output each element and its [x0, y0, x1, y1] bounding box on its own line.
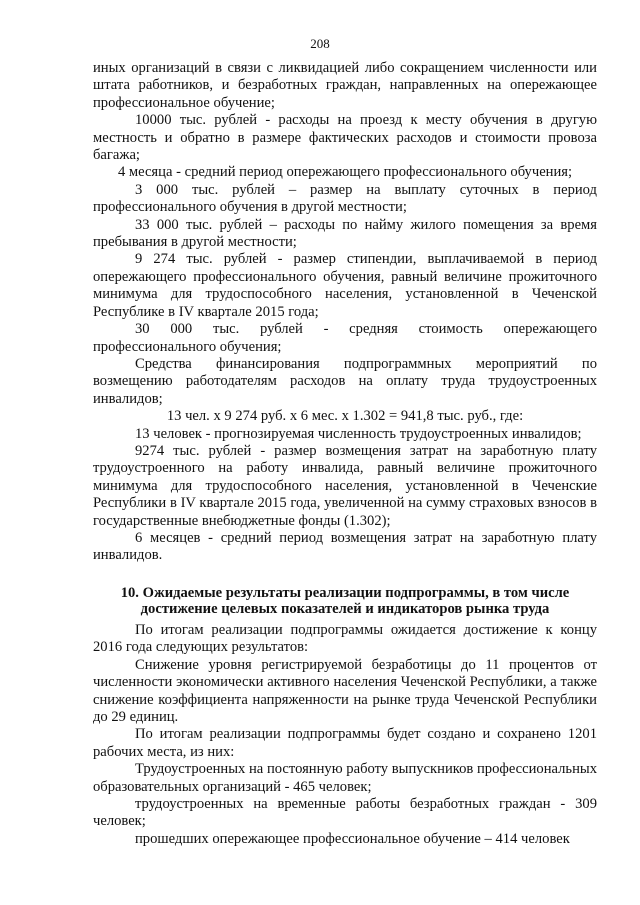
paragraph: 9274 тыс. рублей - размер возмещения затрат на заработную плату трудоустроенного на работу инвалида, равный величине прожиточного минимума для трудоспособного населения, установленной в Чеченские Республики в IV квартале 2015 года, увеличенной на сумму страховых взносов в государственные внебюджетные фонды (1.302);: [93, 442, 597, 529]
paragraph: 13 человек - прогнозируемая численность трудоустроенных инвалидов;: [135, 425, 582, 442]
paragraph: Трудоустроенных на постоянную работу выпускников профессиональных образовательных организаций - 465 человек;: [93, 761, 597, 795]
paragraph: Средства финансирования подпрограммных мероприятий по возмещению работодателям расходов на оплату труда трудоустроенных инвалидов;: [93, 355, 597, 407]
page-number: 208: [310, 36, 330, 51]
paragraph: 10000 тыс. рублей - расходы на проезд к месту обучения в другую местность и обратно в размере фактических расходов и стоимости провоза багажа;: [93, 112, 597, 164]
paragraph: 9 274 тыс. рублей - размер стипендии, выплачиваемой в период опережающего профессионального обучения, равный величине прожиточного минимума для трудоспособного населения, установленной в Чеченской Республике в IV квартале 2015 года;: [93, 251, 597, 320]
section-heading: 10. Ожидаемые результаты реализации подпрограммы, в том числе достижение целевых показателей и индикаторов рынка труда: [120, 584, 570, 618]
paragraph: 30 000 тыс. рублей - средняя стоимость опережающего профессионального обучения;: [93, 321, 597, 355]
paragraph: прошедших опережающее профессиональное обучение – 414 человек: [135, 830, 570, 847]
paragraph: иных организаций в связи с ликвидацией либо сокращением численности или штата работников, и безработных граждан, направленных на опережающее профессиональное обучение;: [93, 60, 597, 111]
paragraph: 13 чел. х 9 274 руб. х 6 мес. х 1.302 = 941,8 тыс. руб., где:: [166, 408, 524, 425]
document-body: [93, 60, 597, 848]
paragraph: 4 месяца - средний период опережающего профессионального обучения;: [117, 164, 573, 181]
paragraph: 33 000 тыс. рублей – расходы по найму жилого помещения за время пребывания в другой местности;: [93, 216, 597, 251]
paragraph: По итогам реализации подпрограммы ожидается достижение к концу 2016 года следующих результатов:: [93, 621, 597, 656]
paragraph: 3 000 тыс. рублей – размер на выплату суточных в период профессионального обучения в другой местности;: [93, 181, 597, 216]
paragraph: 6 месяцев - средний период возмещения затрат на заработную плату инвалидов.: [93, 529, 597, 564]
paragraph: Снижение уровня регистрируемой безработицы до 11 процентов от численности экономически активного населения Чеченской Республики, а также снижение коэффициента напряженности на рынке труда Чеченской Республики до 29 единиц.: [93, 656, 597, 725]
paragraph: трудоустроенных на временные работы безработных граждан - 309 человек;: [93, 796, 597, 830]
paragraph: По итогам реализации подпрограммы будет создано и сохранено 1201 рабочих места, из них:: [93, 726, 597, 760]
